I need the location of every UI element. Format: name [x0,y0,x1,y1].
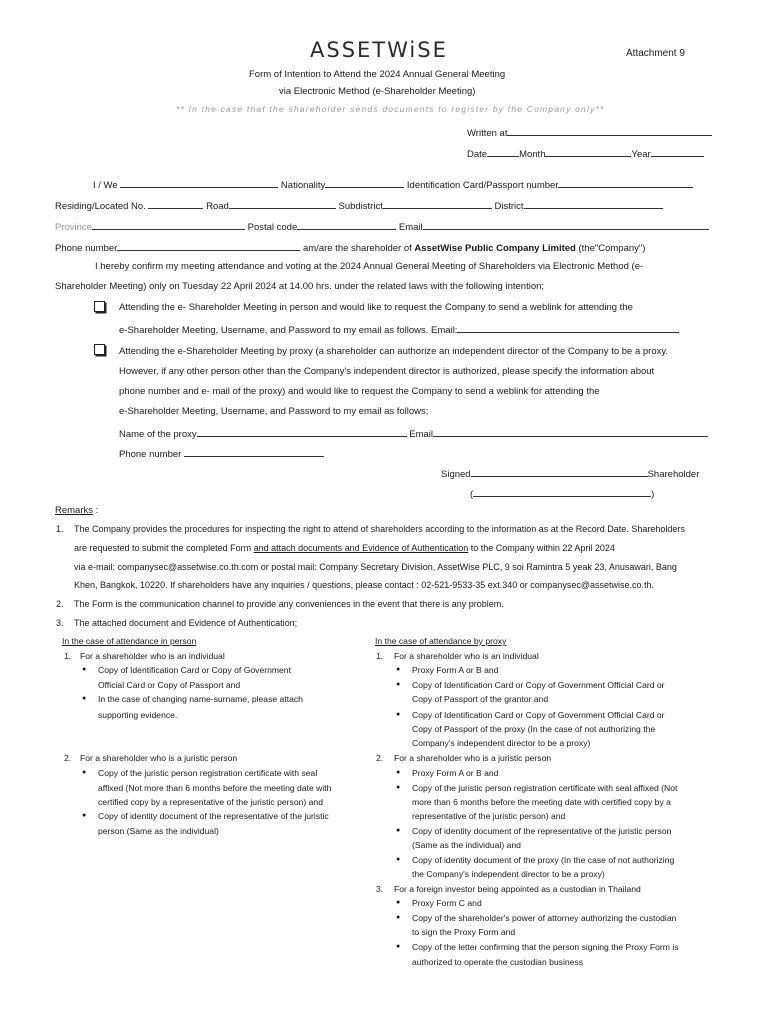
paren-open: ( [470,489,474,500]
in-person-item-1: For a shareholder who is an individual [80,651,225,661]
proxy-item-3-number: 3. [376,884,384,894]
proxy-name-field[interactable] [197,426,407,437]
remark-2: The Form is the communication channel to provide any conveniences in the event that there is any problem. [74,599,504,609]
proxy-item-3-bullet-2: ● Copy of the shareholder's power of attorney authorizing the custodian [412,913,676,923]
proxy-item-2-bullet-2-cont2: representative of the juristic person) and [412,811,566,821]
proxy-item-2-bullet-1: ● Proxy Form A or B and [412,768,498,778]
remark-1-line2-underlined: and attach documents and Evidence of Authentication [253,543,469,553]
remarks-colon: : [95,505,99,516]
remark-1-line2 [74,543,615,553]
in-person-checkbox[interactable] [94,301,105,312]
postal-code-field[interactable] [297,219,396,230]
form-title-line1: Form of Intention to Attend the 2024 Annual General Meeting [249,69,506,80]
option-in-person-line1: Attending the e- Shareholder Meeting in person and would like to request the Company to send a weblink for attending the [119,302,633,313]
proxy-item-3-bullet-2-cont: to sign the Proxy Form and [412,927,516,937]
date-row [467,146,704,160]
district-field[interactable] [524,198,663,209]
month-label: Month [519,149,546,160]
proxy-email-field[interactable] [433,426,708,437]
remark-1-line2-pre: are requested to submit the completed Form [74,543,252,553]
year-label: Year [631,149,651,160]
written-at-label: Written at [467,128,508,139]
option-proxy-line4: e-Shareholder Meeting, Username, and Password to my email as follows; [119,406,429,417]
confirmation-line1: I hereby confirm my meeting attendance and voting at the 2024 Annual General Meeting of Shareholders via Electronic Method (e- [95,261,644,272]
company-logo: ASSETWiSE [310,38,448,62]
proxy-item-3-bullet-3: ● Copy of the letter confirming that the person signing the Proxy Form is [412,942,679,952]
i-we-label: I / We [93,180,118,191]
option-proxy-line2: However, if any other person other than the Company's independent director is authorized, please specify the information about [119,366,655,377]
remarks-title: Remarks [55,505,94,516]
in-person-item-2-bullet-2: ● Copy of identity document of the representative of the juristic [98,811,329,821]
proxy-item-1-bullet-3-cont1: Copy of Passport of the proxy (In the case of not authorizing the [412,724,656,734]
by-proxy-heading: In the case of attendance by proxy [375,636,507,646]
nationality-label: Nationality [280,180,326,191]
id-card-field[interactable] [558,177,693,188]
proxy-item-2: For a shareholder who is a juristic person [394,753,552,763]
in-person-item-1-bullet-2-cont: supporting evidence. [98,710,178,720]
printed-name-row [470,486,654,500]
postal-code-label: Postal code [247,222,298,233]
proxy-item-1-bullet-3-cont2: Company's independent director to be a proxy) [412,738,591,748]
proxy-item-2-bullet-2: ● Copy of the juristic person registration certificate with seal affixed (Not [412,783,677,793]
signature-field[interactable] [471,466,648,477]
province-field[interactable] [92,219,245,230]
proxy-item-3-bullet-1: ● Proxy Form C and [412,898,482,908]
province-row [55,219,709,233]
month-field[interactable] [545,146,631,157]
in-person-item-2-bullet-1-cont1: affixed (Not more than 6 months before the meeting date with [98,783,332,793]
paren-close: ) [651,489,655,500]
email-label: Email [398,222,423,233]
remark-1-number: 1. [56,524,64,534]
proxy-item-1-bullet-1: ● Proxy Form A or B and [412,665,498,675]
option-proxy-line1: Attending the e-Shareholder Meeting by proxy (a shareholder can authorize an independent director of the Company to be a proxy. [119,346,669,357]
proxy-name-label: Name of the proxy [119,429,197,440]
province-label: Province [55,222,92,233]
house-number-field[interactable] [148,198,203,209]
subdistrict-field[interactable] [383,198,492,209]
company-name: AssetWise Public Company Limited [414,243,576,254]
proxy-item-3-bullet-3-cont: authorized to operate the custodian business [412,957,584,967]
in-person-heading: In the case of attendance in person [62,636,197,646]
remark-1-line3: via e-mail: companysec@assetwise.co.th.com or postal mail: Company Secretary Division, AssetWise PLC, 9 soi Ramintra 5 yeak 23, Anusawari, Bang [74,562,677,572]
registration-note: ** In the case that the shareholder sends documents to register by the Company only** [176,104,605,114]
in-person-item-2-number: 2. [64,753,72,763]
address-row [55,198,663,212]
option-proxy-line3: phone number and e- mail of the proxy) and would like to request the Company to send a weblink for attending the [119,386,600,397]
proxy-item-2-bullet-2-cont1: more than 6 months before the meeting date with certified copy by a [412,797,671,807]
written-at-row [467,125,712,139]
district-label: District [494,201,524,212]
proxy-email-label: Email [409,429,434,440]
proxy-item-2-bullet-3-cont: (Same as the individual) and [412,840,521,850]
subdistrict-label: Subdistrict [338,201,383,212]
remark-1-line2-post: to the Company within 22 April 2024 [470,543,615,553]
proxy-item-2-bullet-4: ● Copy of identity document of the proxy (In the case of not authorizing [412,855,674,865]
phone-label: Phone number [55,243,118,254]
remark-3: The attached document and Evidence of Authentication; [74,618,298,628]
company-alias: (the"Company") [578,243,646,254]
option-in-person-text: e-Shareholder Meeting, Username, and Password to my email as follows. Email: [119,325,458,336]
date-label: Date [467,149,488,160]
proxy-item-3: For a foreign investor being appointed as a custodian in Thailand [394,884,641,894]
proxy-item-2-bullet-4-cont: the Company's independent director to be a proxy) [412,869,605,879]
proxy-item-2-bullet-3: ● Copy of identity document of the representative of the juristic person [412,826,671,836]
signed-label: Signed [441,469,471,480]
name-row [93,177,693,191]
in-person-item-1-bullet-2: ● In the case of changing name-surname, please attach [98,694,303,704]
in-person-item-1-bullet-1: ● Copy of Identification Card or Copy of Government [98,665,291,675]
road-label: Road [206,201,229,212]
in-person-item-2-bullet-1: ● Copy of the juristic person registration certificate with seal [98,768,317,778]
email-field[interactable] [423,219,709,230]
proxy-item-1-bullet-3: ● Copy of Identification Card or Copy of Government Official Card or [412,710,665,720]
proxy-name-row [119,426,708,440]
printed-name-field[interactable] [473,486,651,497]
confirmation-line2: Shareholder Meeting) only on Tuesday 22 April 2024 at 14.00 hrs. under the related laws with the following intention; [55,281,545,292]
in-person-item-2-bullet-1-cont2: certified copy by a representative of the juristic person) and [98,797,323,807]
option-in-person-line2 [119,322,679,336]
proxy-phone-row [119,446,324,460]
shareholder-role-label: Shareholder [647,469,700,480]
id-card-label: Identification Card/Passport number [406,180,559,191]
signature-row [441,466,699,480]
phone-row [55,240,645,254]
attachment-label: Attachment 9 [626,48,685,59]
remark-3-number: 3. [56,618,64,628]
by-proxy-checkbox[interactable] [94,344,105,355]
shareholder-text: am/are the shareholder of [302,243,412,254]
date-field[interactable] [487,146,519,157]
phone-field[interactable] [117,240,300,251]
proxy-phone-field[interactable] [184,446,324,457]
proxy-item-1-bullet-2: ● Copy of Identification Card or Copy of Government Official Card or [412,680,665,690]
remarks-heading [55,505,98,516]
form-title-line2: via Electronic Method (e-Shareholder Meeting) [279,86,476,97]
proxy-item-1-number: 1. [376,651,384,661]
written-at-field[interactable] [507,125,712,136]
name-field[interactable] [120,177,278,188]
proxy-item-1-bullet-2-cont: Copy of Passport of the grantor and [412,694,549,704]
in-person-item-1-bullet-1-cont: Official Card or Copy of Passport and [98,680,241,690]
residing-label: Residing/Located No. [55,201,146,212]
remark-2-number: 2. [56,599,64,609]
in-person-item-1-number: 1. [64,651,72,661]
remark-1-line4: Khen, Bangkok, 10220. If shareholders have any inquiries / questions, please contact : 02-521-9533-35 ext.340 or companysec@assetwise.co.th. [74,580,654,590]
in-person-email-field[interactable] [457,322,679,333]
proxy-item-1: For a shareholder who is an individual [394,651,539,661]
remark-1-line1: The Company provides the procedures for inspecting the right to attend of shareholders according to the information as at the Record Date. Shareholders [74,524,685,534]
proxy-phone-label: Phone number [119,449,182,460]
proxy-item-2-number: 2. [376,753,384,763]
nationality-field[interactable] [325,177,404,188]
in-person-item-2-bullet-2-cont: person (Same as the individual) [98,826,219,836]
year-field[interactable] [651,146,704,157]
road-field[interactable] [229,198,336,209]
in-person-item-2: For a shareholder who is a juristic person [80,753,238,763]
